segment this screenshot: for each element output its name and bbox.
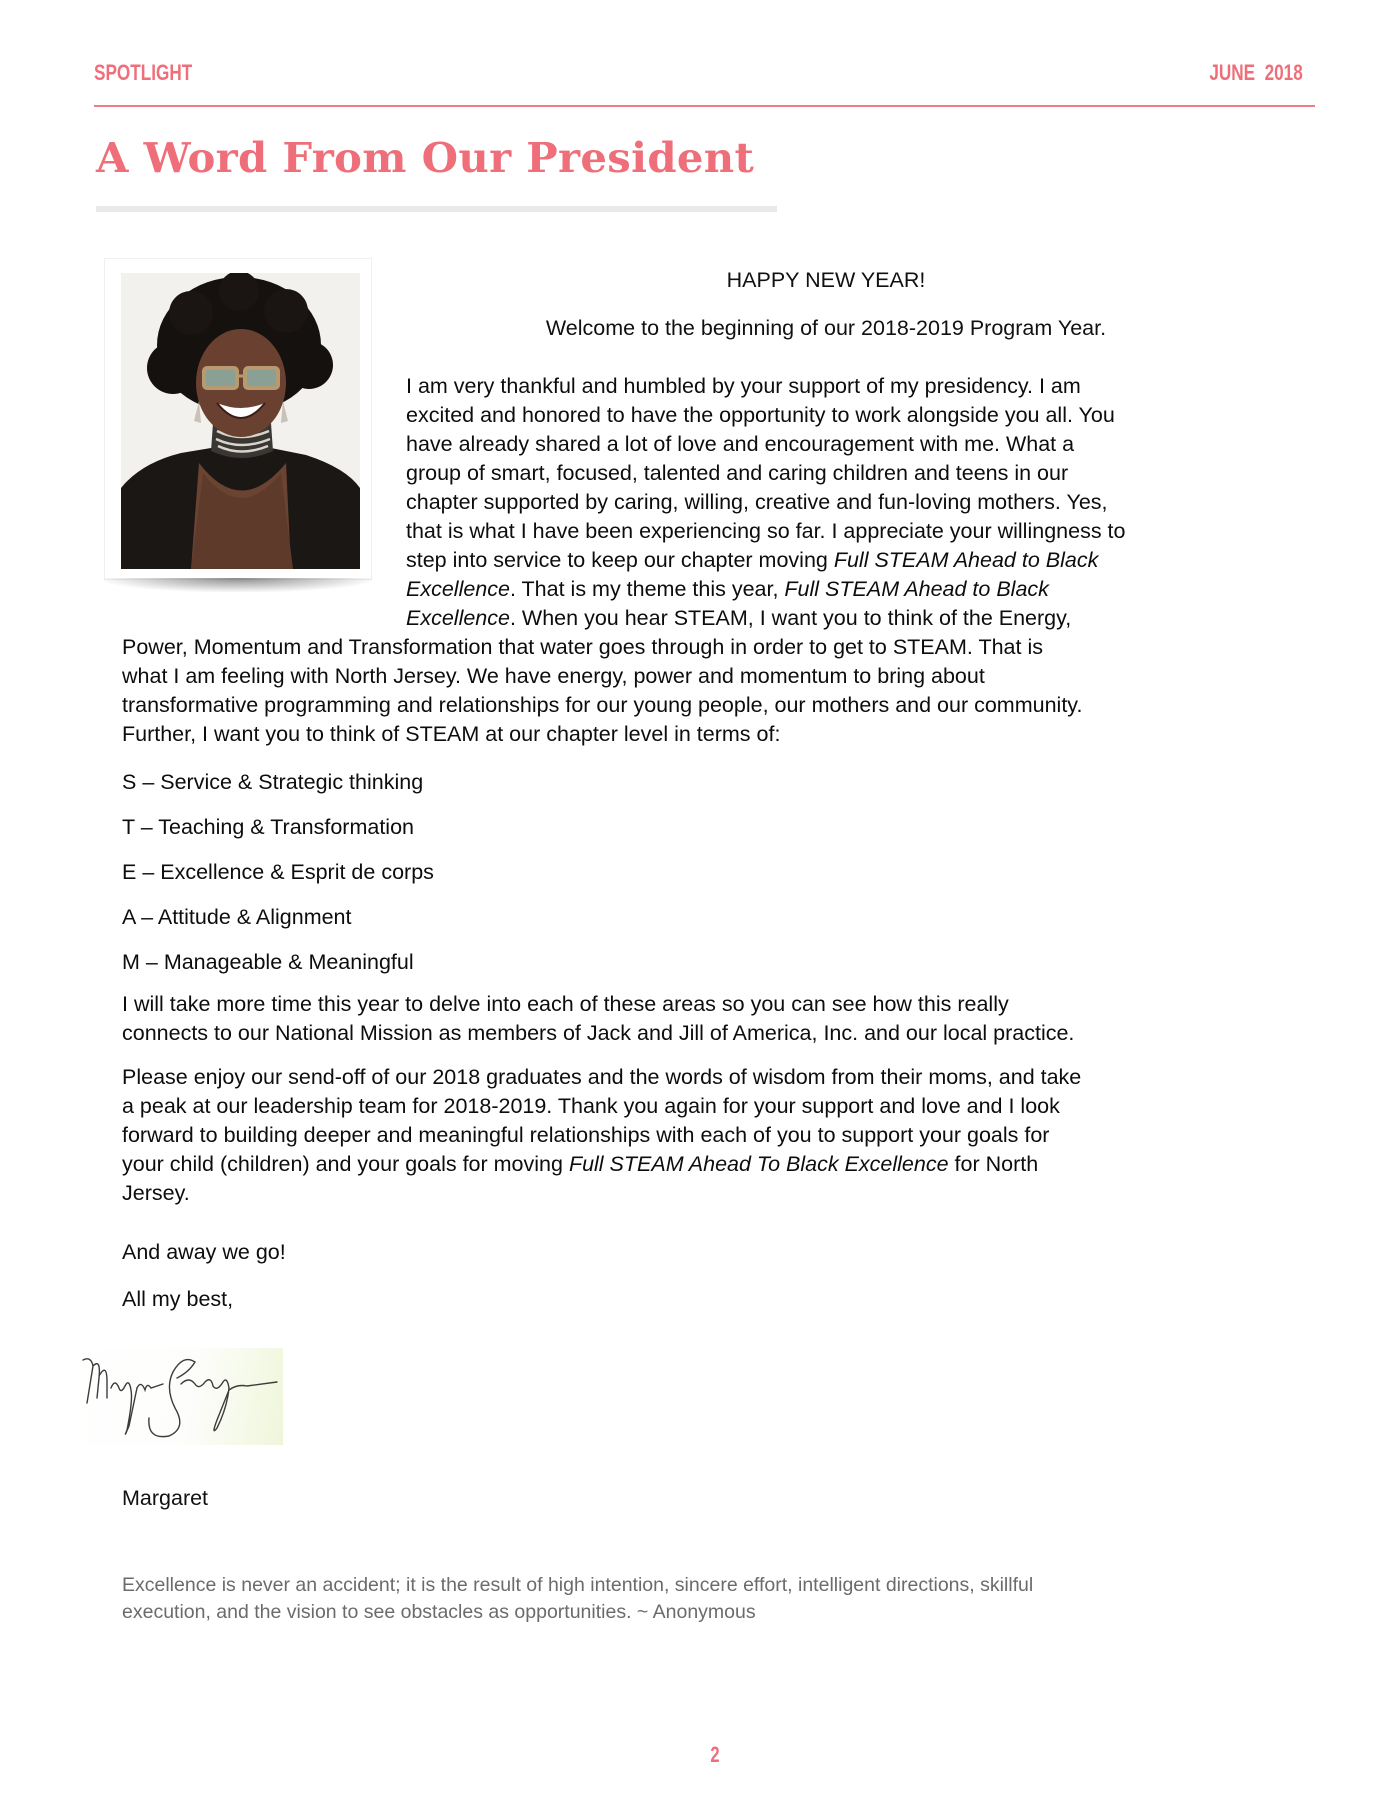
section-label: SPOTLIGHT bbox=[94, 60, 193, 85]
text-segment: forward to building deeper and meaningful relationships with each of you to support your goals for bbox=[122, 1123, 1050, 1147]
president-photo bbox=[121, 273, 360, 569]
text-line bbox=[406, 459, 1125, 488]
steam-list-item: T – Teaching & Transformation bbox=[122, 815, 415, 839]
text-segment: . When you hear STEAM, I want you to think of the Energy, bbox=[509, 606, 1072, 630]
text-line bbox=[122, 691, 1082, 720]
text-segment: group of smart, focused, talented and caring children and teens in our bbox=[406, 461, 1069, 485]
page-number: 2 bbox=[710, 1742, 720, 1767]
text-segment: connects to our National Mission as members of Jack and Jill of America, Inc. and our local practice. bbox=[122, 1021, 1075, 1045]
text-segment: what I am feeling with North Jersey. We have energy, power and momentum to bring about bbox=[122, 664, 985, 688]
text-line bbox=[122, 633, 1082, 662]
text-line bbox=[122, 1150, 1081, 1179]
text-line bbox=[122, 1063, 1081, 1092]
steam-list bbox=[122, 768, 434, 993]
title-underline bbox=[96, 206, 777, 212]
text-segment: Please enjoy our send-off of our 2018 graduates and the words of wisdom from their moms, and take bbox=[122, 1065, 1082, 1089]
text-line bbox=[406, 604, 1125, 633]
text-line bbox=[122, 662, 1082, 691]
text-line bbox=[122, 1121, 1081, 1150]
text-segment: step into service to keep our chapter moving bbox=[406, 548, 834, 572]
page-title: A Word From Our President bbox=[96, 134, 755, 182]
closing-quote bbox=[122, 1572, 1033, 1626]
greeting-welcome: Welcome to the beginning of our 2018-2019 Program Year. bbox=[545, 316, 1107, 340]
text-segment: transformative programming and relationships for our young people, our mothers and our community. bbox=[122, 693, 1083, 717]
header-rule bbox=[94, 105, 1315, 107]
text-segment: I am very thankful and humbled by your support of my presidency. I am bbox=[406, 374, 1081, 398]
text-segment: chapter supported by caring, willing, creative and fun-loving mothers. Yes, bbox=[406, 490, 1108, 514]
quote-line: execution, and the vision to see obstacles as opportunities. ~ Anonymous bbox=[122, 1601, 756, 1623]
steam-list-item: E – Excellence & Esprit de corps bbox=[122, 860, 434, 884]
president-photo-frame bbox=[104, 258, 372, 580]
signer-name: Margaret bbox=[122, 1486, 209, 1510]
italic-text: Excellence bbox=[406, 606, 510, 630]
text-line bbox=[406, 546, 1125, 575]
text-segment: Power, Momentum and Transformation that water goes through in order to get to STEAM. That is bbox=[122, 635, 1043, 659]
text-segment: that is what I have been experiencing so far. I appreciate your willingness to bbox=[406, 519, 1126, 543]
steam-list-item: A – Attitude & Alignment bbox=[122, 905, 352, 929]
closing-salutation: All my best, bbox=[122, 1287, 234, 1311]
text-segment: your child (children) and your goals for moving bbox=[122, 1152, 569, 1176]
text-line bbox=[406, 401, 1125, 430]
text-line bbox=[406, 430, 1125, 459]
greeting-heading: HAPPY NEW YEAR! bbox=[726, 268, 926, 292]
issue-date: JUNE 2018 bbox=[1209, 60, 1303, 85]
text-line bbox=[122, 720, 1082, 749]
intro-paragraph bbox=[406, 372, 1125, 633]
italic-text: Full STEAM Ahead to Black bbox=[833, 548, 1099, 572]
handwritten-signature bbox=[77, 1348, 283, 1445]
text-line bbox=[122, 990, 1074, 1019]
text-line bbox=[406, 488, 1125, 517]
signature-image bbox=[77, 1348, 283, 1445]
steam-list-item: S – Service & Strategic thinking bbox=[122, 770, 424, 794]
graduates-paragraph bbox=[122, 1063, 1081, 1208]
steam-paragraph bbox=[122, 633, 1082, 749]
closing-line: And away we go! bbox=[122, 1240, 286, 1264]
italic-text: Excellence bbox=[406, 577, 510, 601]
quote-line: Excellence is never an accident; it is the result of high intention, sincere effort, intelligent directions, skillful bbox=[122, 1574, 1034, 1596]
mission-paragraph bbox=[122, 990, 1074, 1048]
text-line bbox=[406, 575, 1125, 604]
text-line bbox=[406, 372, 1125, 401]
steam-list-item: M – Manageable & Meaningful bbox=[122, 950, 414, 974]
text-segment: a peak at our leadership team for 2018-2019. Thank you again for your support and love and I look bbox=[122, 1094, 1060, 1118]
text-segment: have already shared a lot of love and encouragement with me. What a bbox=[406, 432, 1075, 456]
text-segment: for North bbox=[948, 1152, 1039, 1176]
italic-text: Full STEAM Ahead to Black bbox=[784, 577, 1049, 601]
text-line bbox=[122, 1092, 1081, 1121]
text-line bbox=[122, 1019, 1074, 1048]
text-segment: Jersey. bbox=[122, 1181, 190, 1205]
photo-shadow bbox=[104, 578, 372, 592]
text-segment: excited and honored to have the opportunity to work alongside you all. You bbox=[406, 403, 1115, 427]
italic-text: Full STEAM Ahead To Black Excellence bbox=[568, 1152, 949, 1176]
text-segment: I will take more time this year to delve into each of these areas so you can see how this really bbox=[122, 992, 1009, 1016]
text-segment: . That is my theme this year, bbox=[509, 577, 785, 601]
text-line bbox=[406, 517, 1125, 546]
portrait-image bbox=[121, 273, 360, 569]
text-segment: Further, I want you to think of STEAM at our chapter level in terms of: bbox=[122, 722, 781, 746]
text-line bbox=[122, 1179, 1081, 1208]
